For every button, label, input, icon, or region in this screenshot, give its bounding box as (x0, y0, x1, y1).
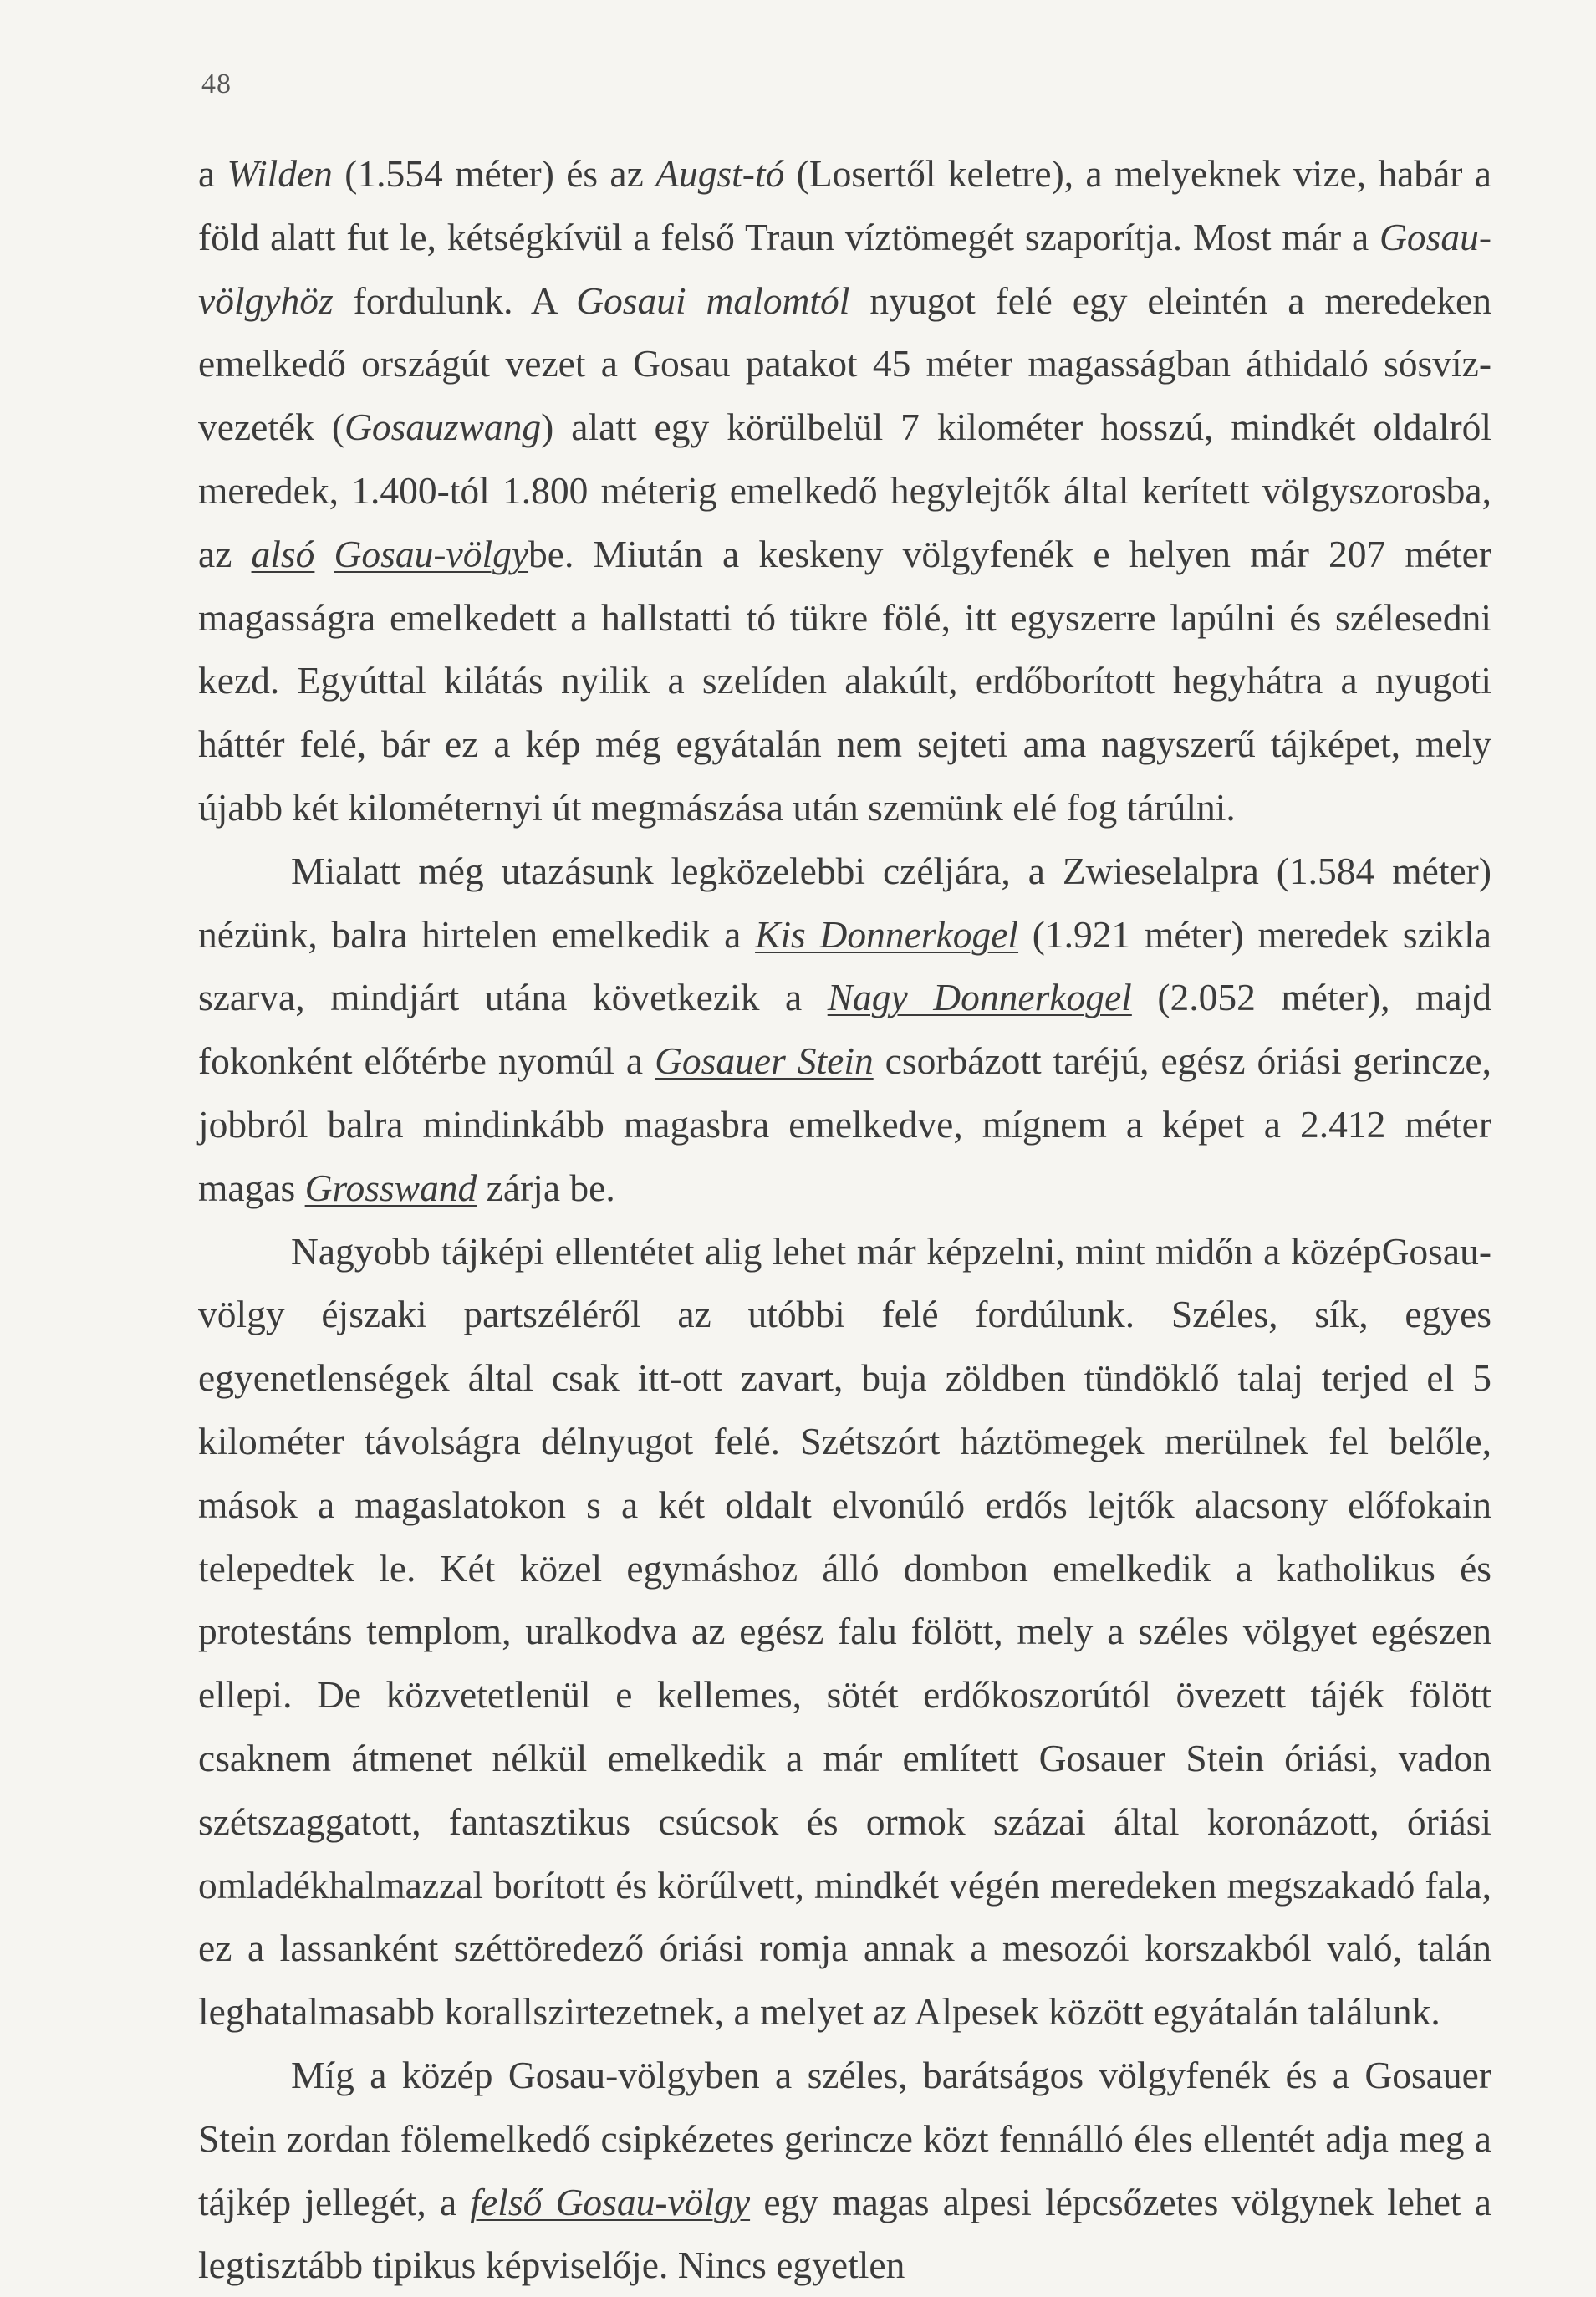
paragraph (198, 142, 1491, 840)
text-run: fordulunk. A (333, 278, 577, 322)
paragraph (198, 840, 1491, 1220)
text-run (314, 533, 334, 575)
body-text (198, 142, 1491, 2297)
text-run: a (198, 152, 227, 195)
italic-term: Kis Donnerkogel (755, 912, 1019, 956)
text-run: be. Miután a keskeny völgyfenék e helyen már 207 méter magasságra emelkedett a hallstatti tó tükre fölé, itt egyszerre lapúlni és szélesedni kezd. Egyúttal kilátás nyilik a szelíden alakúlt, erdőborított hegyhátra a nyugoti háttér felé, bár ez a kép még egyátalán nem sejteti ama nagyszerű tájképet, mely újabb két kilométernyi út megmászása után szemünk elé fog tárúlni. (198, 532, 1492, 829)
text-run: nyugot felé egy eleintén a meredeken emelkedő országút vezet a Gosau patakot 45 méter magasságban áthidaló sósvíz-vezeték ( (198, 278, 1491, 449)
text-run: ) alatt egy körülbelül 7 kilométer hosszú, mindkét oldalról meredek, 1.400-tól 1.800 méterig emelkedő hegylejtők által kerített völgyszorosba, az (198, 406, 1492, 575)
italic-term: Gosauzwang (344, 406, 542, 449)
italic-term: Gosaui malomtól (576, 278, 850, 322)
paragraph (198, 2044, 1491, 2297)
text-run: (1.921 méter) meredek szikla szarva, mindjárt utána következik a (198, 912, 1492, 1019)
italic-term: Gosau-völgyhöz (198, 215, 1491, 322)
text-run: Mialatt még utazásunk legközelebbi czéljára, a Zwieselalpra (1.584 méter) nézünk, balra hirtelen emelkedik a (198, 849, 1491, 956)
italic-term: Augst-tó (655, 152, 785, 195)
italic-term: Nagy Donnerkogel (827, 976, 1132, 1019)
text-run: (Losertől keletre), a melyeknek vize, habár a föld alatt fut le, kétségkívül a felső Traun víztömegét szaporítja. Most már a (198, 152, 1491, 258)
italic-term: Grosswand (304, 1166, 477, 1209)
italic-term: alsó (251, 532, 315, 575)
italic-term: Gosauer Stein (655, 1039, 874, 1083)
text-run: egy magas alpesi lépcsőzetes völgynek lehet a legtisztább tipikus képviselője. Nincs egyetlen (198, 2180, 1491, 2287)
page-number: 48 (201, 69, 232, 100)
text-run: Míg a közép Gosau-völgyben a széles, barátságos völgyfenék és a Gosauer Stein zordan fölemelkedő csipkézetes gerincze közt fennálló éles ellentét adja meg a tájkép jellegét, a (198, 2053, 1491, 2223)
italic-term: Wilden (227, 152, 333, 195)
italic-term: Gosau-völgy (334, 532, 529, 575)
text-run: Nagyobb tájképi ellentétet alig lehet már képzelni, mint midőn a középGosau-völgy éjszaki partszéléről az utóbbi felé fordúlunk. Széles, sík, egyes egyenetlenségek által csak itt-ott zavart, buja zöldben tündöklő talaj terjed el 5 kilométer távolságra délnyugot felé. Szétszórt háztömegek merülnek fel belőle, mások a magaslatokon s a két oldalt elvonúló erdős lejtők alacsony előfokain telepedtek le. Két közel egymáshoz álló dombon emelkedik a katholikus és protestáns templom, uralkodva az egész falu fölött, mely a széles völgyet egészen ellepi. De közvetetlenül e kellemes, sötét erdőkoszorútól övezett tájék fölött csaknem átmenet nélkül emelkedik a már említett Gosauer Stein óriási, vadon szétszaggatott, fantasztikus csúcsok és ormok százai által koronázott, óriási omladékhalmazzal borított és körűlvett, mindkét végén meredeken megszakadó fala, ez a lassanként széttöredező óriási romja annak a mesozói korszakból való, talán leghatalmasabb korallszirtezetnek, a melyet az Alpesek között egyátalán találunk. (198, 1229, 1491, 2034)
paragraph (198, 1220, 1491, 2044)
text-run: (2.052 méter), majd fokonként előtérbe nyomúl a (198, 976, 1492, 1083)
text-run: csorbázott taréjú, egész óriási gerincze, jobbról balra mindinkább magasbra emelkedve, mígnem a képet a 2.412 méter magas (198, 1039, 1491, 1209)
text-run: zárja be. (477, 1166, 615, 1209)
text-run: (1.554 méter) és az (332, 152, 656, 195)
italic-term: felső Gosau-völgy (470, 2180, 751, 2223)
